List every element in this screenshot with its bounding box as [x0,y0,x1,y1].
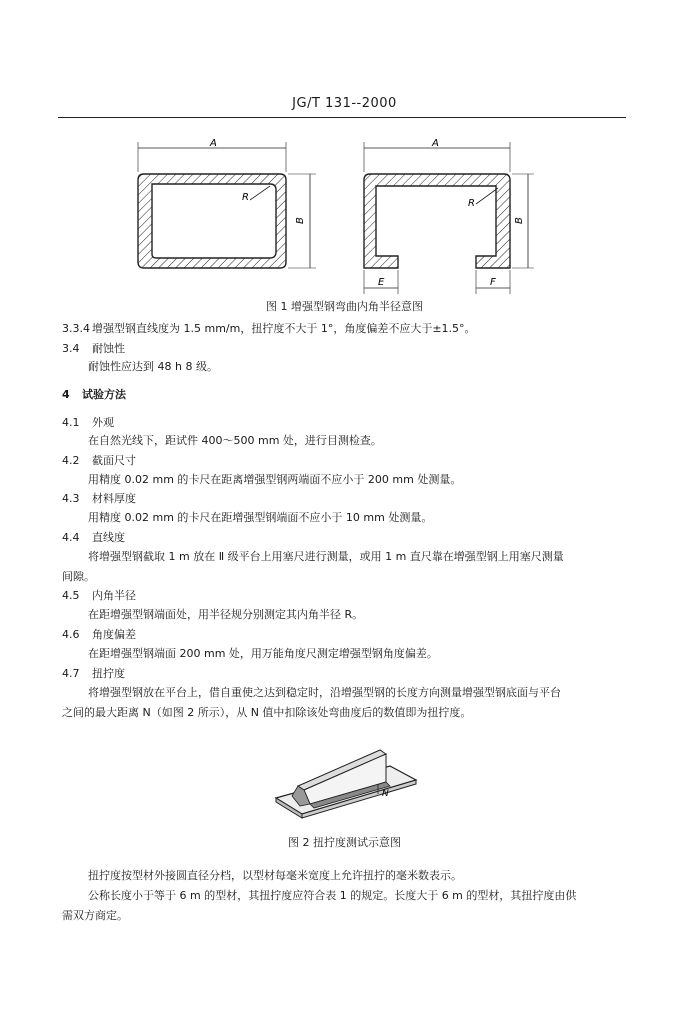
section-4-3-body: 用精度 0.02 mm 的卡尺在距增强型钢端面不应小于 10 mm 处测量。 [88,511,433,524]
section-4-5-body: 在距增强型钢端面处，用半径规分别测定其内角半径 R。 [88,608,364,621]
header-rule [58,117,626,118]
figure-1-diagram [120,128,540,300]
section-number: 4.2 [62,454,80,467]
section-3-4-body: 耐蚀性应达到 48 h 8 级。 [88,360,218,373]
closing-paragraph-1: 扭拧度按型材外接圆直径分档，以型材每毫米宽度上允许扭拧的毫米数表示。 [88,869,462,882]
figure-1-caption: 图 1 增强型钢弯曲内角半径意图 [266,300,423,313]
section-number: 4.3 [62,492,80,505]
section-heading: 截面尺寸 [92,454,136,467]
dim-f-label: F [490,277,496,288]
section-number: 4.6 [62,628,80,641]
section-4-5 [62,587,136,603]
section-heading: 直线度 [92,531,125,544]
dim-b-label: B [295,217,306,224]
gap-n-label: N [382,789,389,799]
section-4-4-body: 将增强型钢截取 1 m 放在 Ⅱ 级平台上用塞尺进行测量，或用 1 m 直尺靠在增强型钢上用塞尺测量 [88,550,564,563]
section-4-6-body: 在距增强型钢端面 200 mm 处，用万能角度尺测定增强型钢角度偏差。 [88,647,438,660]
section-number: 4.7 [62,667,80,680]
section-heading: 角度偏差 [92,628,136,641]
section-number: 4.1 [62,416,80,429]
section-4-6 [62,626,136,642]
section-heading: 试验方法 [82,388,126,401]
section-number: 3.4 [62,342,80,355]
closing-paragraph-2-cont: 需双方商定。 [62,909,128,922]
section-heading: 材料厚度 [92,492,136,505]
page-header: JG/T 131--2000 [292,96,397,111]
figure-2-diagram [270,740,420,820]
section-number: 4.4 [62,531,80,544]
radius-label: R [242,192,249,203]
section-4 [62,386,126,402]
figure-2-caption: 图 2 扭拧度测试示意图 [288,836,401,849]
section-4-7-body: 将增强型钢放在平台上，借自重使之达到稳定时，沿增强型钢的长度方向测量增强型钢底面与平台 [88,686,561,699]
section-number: 4.5 [62,589,80,602]
section-4-1 [62,414,114,430]
section-4-7 [62,665,125,681]
section-3-4 [62,340,125,356]
section-4-1-body: 在自然光线下，距试件 400～500 mm 处，进行目测检查。 [88,434,382,447]
closed-section-shape [138,174,286,268]
section-4-2 [62,452,136,468]
closing-paragraph-2: 公称长度小于等于 6 m 的型材，其扭拧度应符合表 1 的规定。长度大于 6 m 的型材，其扭拧度由供 [88,889,577,902]
radius-label: R [468,198,475,209]
section-heading: 耐蚀性 [92,342,125,355]
open-section-shape [364,174,510,268]
section-heading: 外观 [92,416,114,429]
dim-a-label: A [432,138,439,149]
section-heading: 扭拧度 [92,667,125,680]
section-number: 3.3.4 [62,322,90,335]
section-text: 增强型钢直线度为 1.5 mm/m，扭拧度不大于 1°，角度偏差不应大于±1.5°。 [92,322,476,335]
section-4-3 [62,490,136,506]
dim-e-label: E [378,277,385,288]
dim-b-label: B [514,217,525,224]
dim-a-label: A [210,138,217,149]
section-4-4-body-cont: 间隙。 [62,570,95,583]
section-heading: 内角半径 [92,589,136,602]
section-number: 4 [62,388,70,401]
section-4-7-body-cont: 之间的最大距离 N（如图 2 所示），从 N 值中扣除该处弯曲度后的数值即为扭拧度。 [62,706,472,719]
section-4-2-body: 用精度 0.02 mm 的卡尺在距离增强型钢两端面不应小于 200 mm 处测量。 [88,473,462,486]
section-4-4 [62,529,125,545]
section-3-3-4 [62,320,476,336]
